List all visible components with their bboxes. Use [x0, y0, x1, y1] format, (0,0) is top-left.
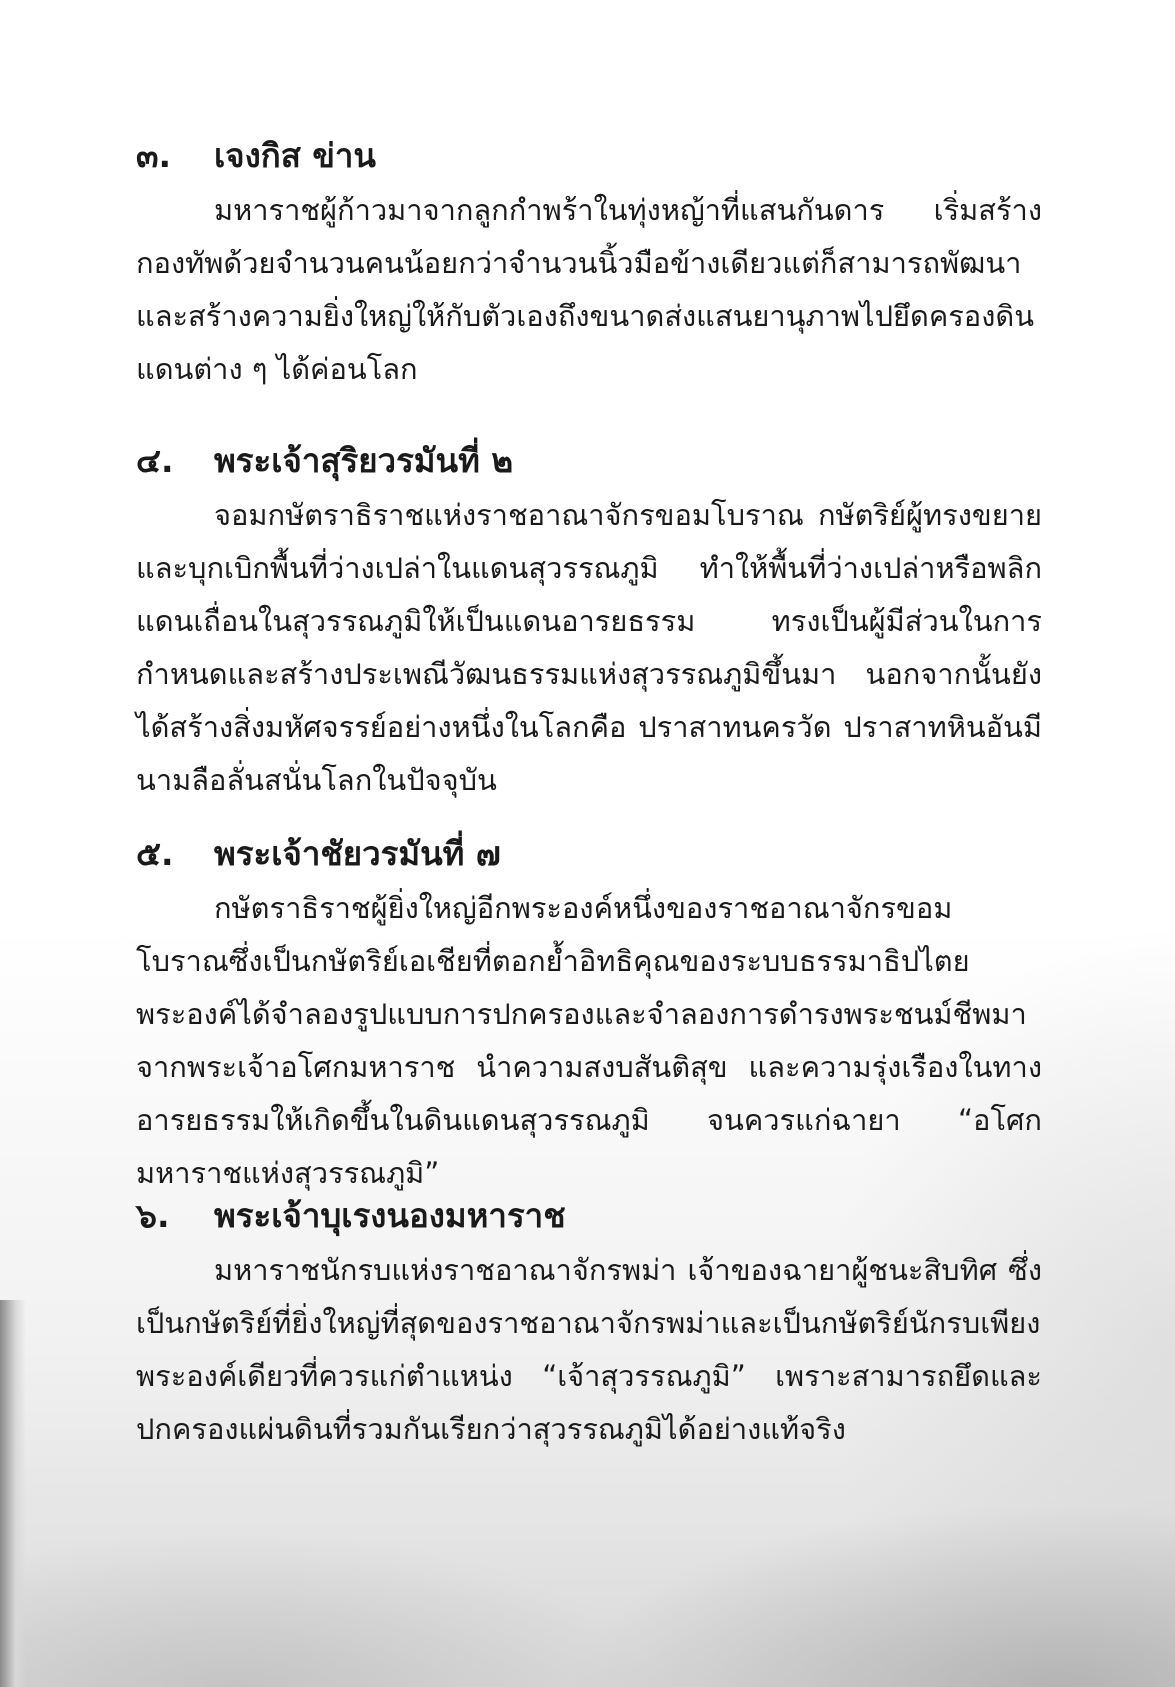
section-title: เจงกิส ข่าน — [214, 136, 376, 175]
section-bayinnaung — [136, 1188, 1042, 1456]
section-body: มหาราชนักรบแห่งราชอาณาจักรพม่า เจ้าของฉายาผู้ชนะสิบทิศ ซึ่งเป็นกษัตริย์ที่ยิ่งใหญ่ที่สุดของราชอาณาจักรพม่าและเป็นกษัตริย์นักรบเพียงพระองค์เดียวที่ควรแก่ตำแหน่ง “เจ้าสุวรรณภูมิ” เพราะสามารถยึดและปกครองแผ่นดินที่รวมกันเรียกว่าสุวรรณภูมิได้อย่างแท้จริง — [136, 1253, 1042, 1446]
section-heading — [136, 1188, 1042, 1244]
section-body: มหาราชผู้ก้าวมาจากลูกกำพร้าในทุ่งหญ้าที่แสนกันดาร เริ่มสร้างกองทัพด้วยจำนวนคนน้อยกว่าจำนวนนิ้วมือข้างเดียวแต่ก็สามารถพัฒนาและสร้างความยิ่งใหญ่ให้กับตัวเองถึงขนาดส่งแสนยานุภาพไปยึดครองดินแดนต่าง ๆ ได้ค่อนโลก — [136, 193, 1042, 386]
section-number: ๕. — [136, 834, 174, 873]
section-genghis-khan — [136, 128, 1042, 396]
section-heading — [136, 826, 1042, 882]
section-number: ๖. — [136, 1196, 170, 1235]
section-jayavarman-vii — [136, 826, 1042, 1200]
section-title: พระเจ้าบุเรงนองมหาราช — [214, 1196, 566, 1235]
section-heading — [136, 128, 1042, 184]
section-number: ๓. — [136, 136, 172, 175]
section-heading — [136, 433, 1042, 489]
section-number: ๔. — [136, 441, 174, 480]
section-suryavarman-ii — [136, 433, 1042, 807]
section-title: พระเจ้าสุริยวรมันที่ ๒ — [214, 441, 514, 480]
section-body: จอมกษัตราธิราชแห่งราชอาณาจักรขอมโบราณ กษัตริย์ผู้ทรงขยายและบุกเบิกพื้นที่ว่างเปล่าในแดนสุวรรณภูมิ ทำให้พื้นที่ว่างเปล่าหรือพลิกแดนเถื่อนในสุวรรณภูมิให้เป็นแดนอารยธรรม ทรงเป็นผู้มีส่วนในการกำหนดและสร้างประเพณีวัฒนธรรมแห่งสุวรรณภูมิขึ้นมา นอกจากนั้นยังได้สร้างสิ่งมหัศจรรย์อย่างหนึ่งในโลกคือ ปราสาทนครวัด ปราสาทหินอันมีนามลือลั่นสนั่นโลกในปัจจุบัน — [136, 498, 1042, 797]
section-body: กษัตราธิราชผู้ยิ่งใหญ่อีกพระองค์หนึ่งของราชอาณาจักรขอมโบราณซึ่งเป็นกษัตริย์เอเชียที่ตอกย้ำอิทธิคุณของระบบธรรมาธิปไตย พระองค์ได้จำลองรูปแบบการปกครองและจำลองการดำรงพระชนม์ชีพมาจากพระเจ้าอโศกมหาราช นำความสงบสันติสุข และความรุ่งเรืองในทางอารยธรรมให้เกิดขึ้นในดินแดนสุวรรณภูมิ จนควรแก่ฉายา “อโศกมหาราชแห่งสุวรรณภูมิ” — [136, 891, 1042, 1190]
section-title: พระเจ้าชัยวรมันที่ ๗ — [214, 834, 501, 873]
page-edge-shadow — [0, 1300, 26, 1687]
